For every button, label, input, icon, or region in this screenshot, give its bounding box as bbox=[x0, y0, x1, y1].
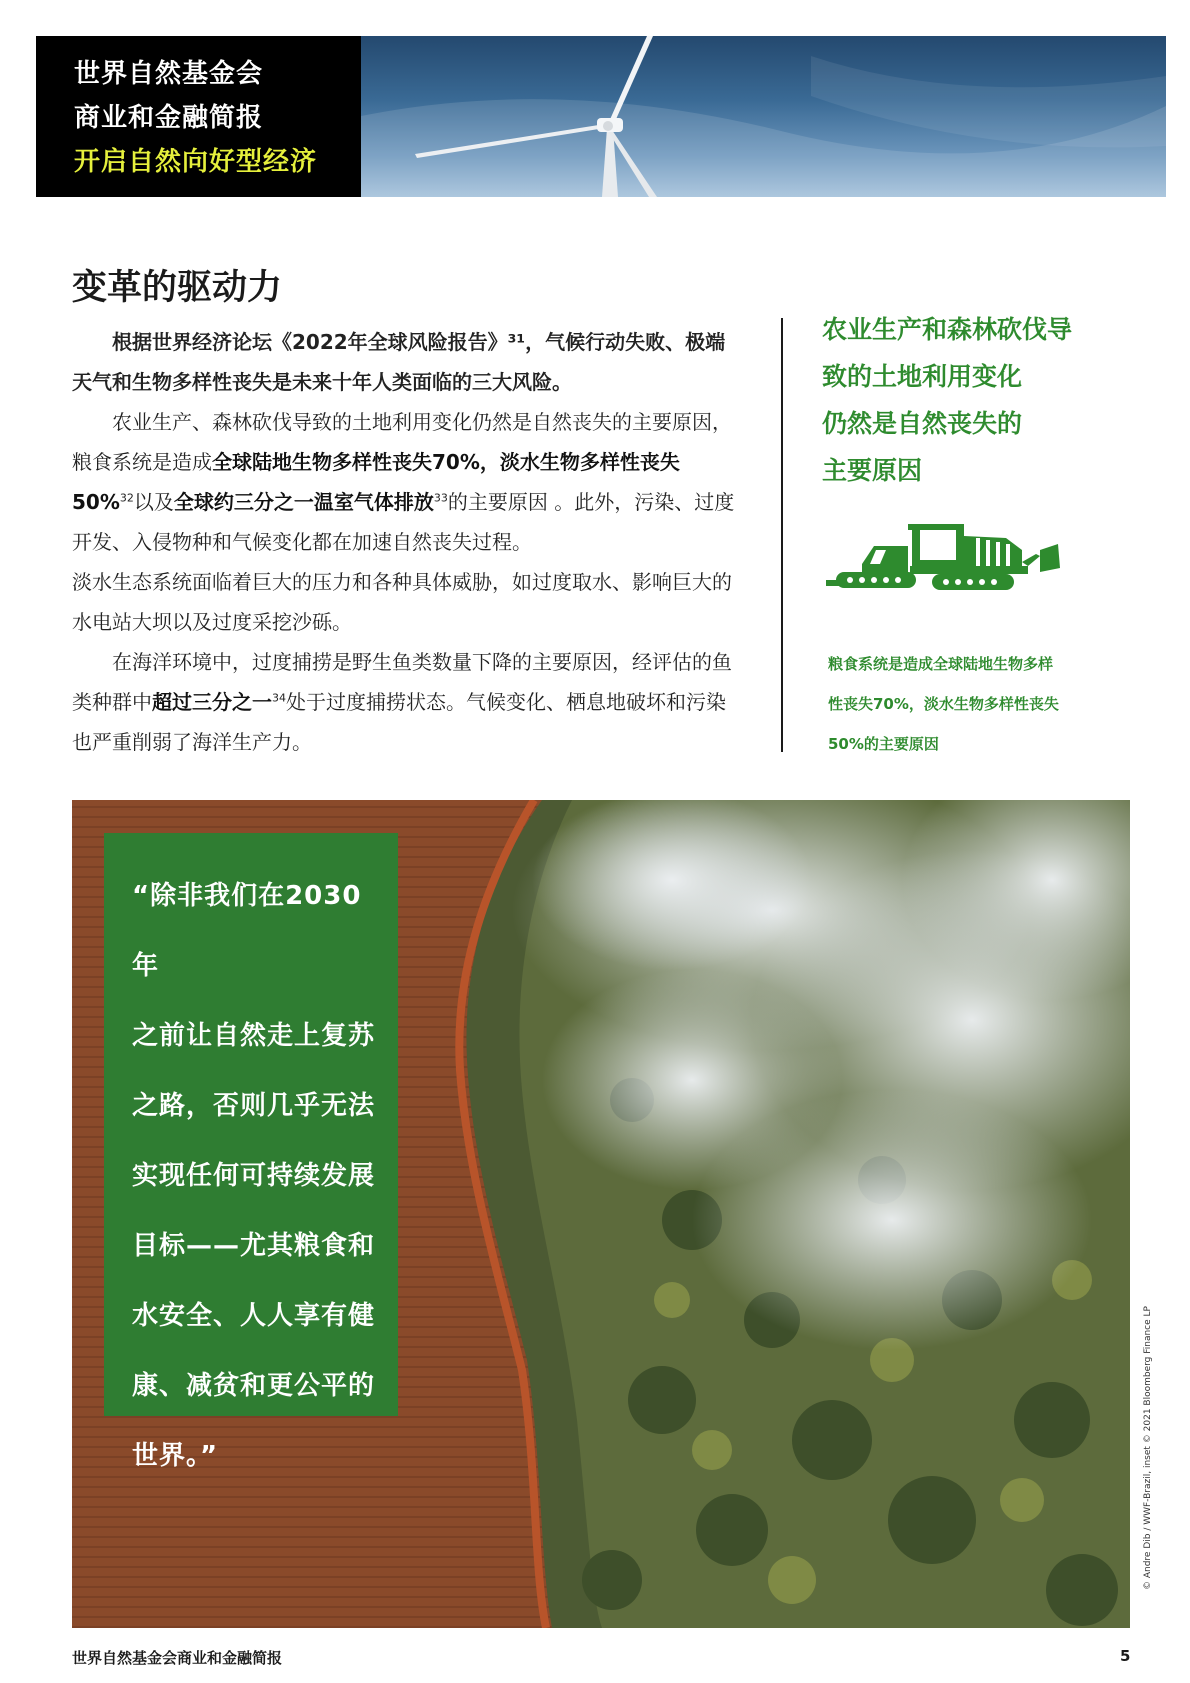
pull-quote bbox=[822, 306, 1122, 494]
header-title-box bbox=[36, 36, 361, 197]
paragraph-2-d: 以及 bbox=[133, 490, 174, 514]
paragraph-4-bold: 超过三分之一 bbox=[152, 690, 272, 714]
quote-line-1: “除非我们在2030年 bbox=[132, 881, 362, 981]
quote-line-8: 世界。” bbox=[132, 1441, 219, 1471]
pull-quote-line-1: 农业生产和森林砍伐导 bbox=[822, 315, 1073, 344]
header-line-3: 开启自然向好型经济 bbox=[74, 147, 318, 177]
paragraph-2-a: 农业生产、森林砍伐导致的土地利用变化仍然是自然丧失的主要原因，粮食系统是造成 bbox=[72, 410, 732, 474]
paragraph-3 bbox=[72, 562, 740, 642]
tractor-icon bbox=[826, 522, 1060, 610]
tractor-caption bbox=[828, 644, 1128, 764]
paragraph-2 bbox=[72, 402, 740, 562]
quote-line-2: 之前让自然走上复苏 bbox=[132, 1021, 376, 1051]
pull-quote-line-2: 致的土地利用变化 bbox=[822, 362, 1023, 391]
paragraph-2-bold-2: 全球约三分之一温室气体排放 bbox=[173, 490, 434, 514]
paragraph-1 bbox=[72, 322, 740, 402]
tractor-caption-line-1: 粮食系统是造成全球陆地生物多样 bbox=[828, 655, 1054, 673]
header-line-2: 商业和金融简报 bbox=[74, 103, 264, 133]
quote-line-7: 康、减贫和更公平的 bbox=[132, 1371, 376, 1401]
quote-line-5: 目标——尤其粮食和 bbox=[132, 1231, 376, 1261]
quote-text bbox=[132, 861, 388, 1491]
header-line-1: 世界自然基金会 bbox=[74, 59, 264, 89]
footnote-32: 32 bbox=[119, 491, 134, 505]
quote-line-3: 之路，否则几乎无法 bbox=[132, 1091, 376, 1121]
photo-credit: © Andre Dib / WWF-Brazil, inset © 2021 Bloomberg Finance LP bbox=[1143, 1306, 1153, 1590]
section-title: 变革的驱动力 bbox=[72, 268, 283, 308]
tractor-caption-line-2: 性丧失70%，淡水生物多样性丧失 bbox=[828, 695, 1059, 713]
paragraph-1-text: 根据世界经济论坛《2022年全球风险报告》³¹，气候行动失败、极端天气和生物多样性丧失是未来十年人类面临的三大风险。 bbox=[72, 330, 726, 394]
quote-box bbox=[104, 833, 398, 1471]
quote-line-4: 实现任何可持续发展 bbox=[132, 1161, 376, 1191]
page-number: 5 bbox=[1120, 1647, 1131, 1665]
paragraph-2-g: 的主要原因 。此外，污染、过度开发、入侵物种和气候变化都在加速自然丧失过程。 bbox=[72, 490, 735, 554]
paragraph-4 bbox=[72, 642, 740, 762]
wind-turbine-image bbox=[361, 36, 1166, 197]
pull-quote-line-3: 仍然是自然丧失的 bbox=[822, 409, 1023, 438]
paragraph-2-bold-1: 全球陆地生物多样性丧失70%，淡水生物多样性丧失50% bbox=[72, 450, 680, 514]
wind-turbine-graphic bbox=[361, 36, 1166, 197]
footnote-34: 34 bbox=[272, 691, 286, 705]
footer-title: 世界自然基金会商业和金融简报 bbox=[72, 1649, 283, 1667]
footnote-33: 33 bbox=[433, 491, 448, 505]
sidebar-divider bbox=[781, 318, 783, 752]
paragraph-4-a: 在海洋环境中，过度捕捞是野生鱼类数量下降的主要原因，经评估的鱼类种群中 bbox=[72, 650, 732, 714]
pull-quote-line-4: 主要原因 bbox=[822, 456, 923, 485]
tractor-caption-line-3: 50%的主要原因 bbox=[828, 735, 939, 753]
paragraph-4-d: 处于过度捕捞状态。气候变化、栖息地破坏和污染也严重削弱了海洋生产力。 bbox=[72, 690, 726, 754]
paragraph-3-text: 淡水生态系统面临着巨大的压力和各种具体威胁，如过度取水、影响巨大的水电站大坝以及过度采挖沙砾。 bbox=[72, 570, 732, 634]
quote-line-6: 水安全、人人享有健 bbox=[132, 1301, 376, 1331]
